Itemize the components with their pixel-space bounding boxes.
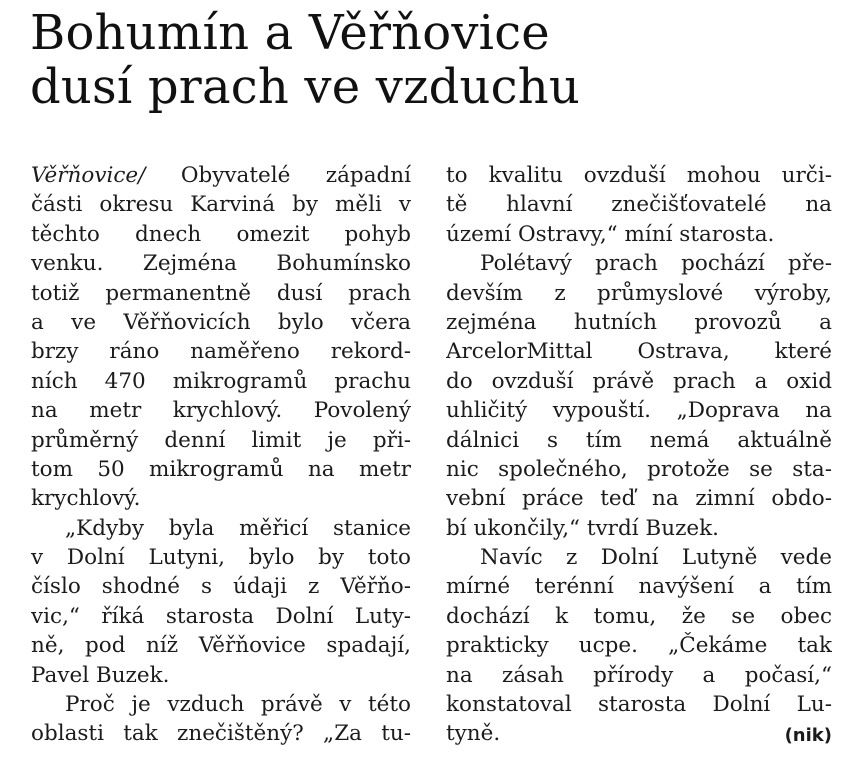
text-line [31,161,411,190]
text-line [446,514,832,543]
text-line-content: to kvalitu ovzduší mohou urči- [446,163,832,188]
headline-line-1: Bohumín a Věřňovice [30,5,550,61]
text-line [31,279,411,308]
text-line-content: a ve Věřňovicích bylo včera [31,309,411,335]
text-line [446,396,832,425]
text-line-content: Pavel Buzek. [31,662,170,688]
article-column-left [31,161,411,749]
text-line [446,161,832,190]
text-line-content: na metr krychlový. Povolený [31,398,411,424]
text-line [31,602,411,631]
text-line [446,249,832,278]
text-line [446,719,832,748]
text-line [446,308,832,337]
text-line-content: prakticky ucpe. „Čekáme tak [446,633,832,659]
text-line [31,367,411,396]
article-headline [30,6,830,114]
text-line-content: zejména hutních provozů a [446,309,832,335]
text-line-content: průměrný denní limit je při- [31,427,411,453]
text-line-content: Polétavý prach pochází pře- [480,251,832,277]
article-column-right [446,161,832,749]
text-line [446,484,832,513]
text-line-content: totiž permanentně dusí prach [31,280,411,306]
text-line [31,690,411,719]
text-line-content: bí ukončily,“ tvrdí Buzek. [446,515,719,541]
text-line [446,455,832,484]
text-line [31,220,411,249]
text-line [31,308,411,337]
text-line-content: tě hlavní znečišťovatelé na [446,192,832,218]
text-line-content: brzy ráno naměřeno rekord- [31,339,411,365]
author-signature: (nik) [784,725,832,747]
text-line [446,631,832,660]
text-line [31,572,411,601]
text-line-content: oblasti tak znečištěný? „Za tu- [31,721,411,747]
text-line [31,249,411,278]
text-line-content: devším z průmyslové výroby, [446,280,832,306]
text-line-content: ně, pod níž Věřňovice spadají, [31,633,411,659]
text-line [446,337,832,366]
text-line-content: ArcelorMittal Ostrava, které [446,339,832,365]
text-line-content: krychlový. [31,486,141,512]
text-line-content: číslo shodné s údaji z Věřňo- [31,574,411,600]
text-line [446,572,832,601]
text-line [31,543,411,572]
text-line [31,719,411,748]
text-line [446,661,832,690]
text-line [31,661,411,690]
text-line-content: vic,“ říká starosta Dolní Luty- [31,603,411,629]
text-line-content: „Kdyby byla měřicí stanice [65,515,411,541]
text-line [446,690,832,719]
text-line-content: konstatoval starosta Dolní Lu- [446,692,832,718]
text-line [31,631,411,660]
text-line-content: ních 470 mikrogramů prachu [31,368,411,394]
text-line [31,484,411,513]
text-line [446,426,832,455]
text-line-content: do ovzduší právě prach a oxid [446,368,832,394]
text-line-content: vební práce teď na zimní obdo- [446,486,832,512]
text-line-content: těchto dnech omezit pohyb [31,221,411,247]
text-line-content: nic společného, protože se sta- [446,456,832,482]
text-line-content: Obyvatelé západní [180,163,411,188]
text-line [446,190,832,219]
text-line [31,337,411,366]
text-line-content: Proč je vzduch právě v této [65,692,411,718]
text-line [446,543,832,572]
text-line-content: v Dolní Lutyni, bylo by toto [31,545,411,571]
headline-line-2: dusí prach ve vzduchu [30,59,580,115]
text-line [446,220,832,249]
text-line-content: území Ostravy,“ míní starosta. [446,221,775,247]
text-line-content: tyně. [446,721,501,747]
text-line-content: dochází k tomu, že se obec [446,603,832,629]
text-line-content: na zásah přírody a počasí,“ [446,662,832,688]
text-line-content: mírné terénní navýšení a tím [446,574,832,600]
text-line [31,426,411,455]
text-line [31,514,411,543]
text-line-content: části okresu Karviná by měli v [31,192,411,218]
text-line [31,190,411,219]
text-line-content: tom 50 mikrogramů na metr [31,456,411,482]
dateline: Věřňovice/ [31,163,146,188]
text-line [31,396,411,425]
text-line-content: Navíc z Dolní Lutyně vede [480,545,832,571]
text-line [31,455,411,484]
text-line-content: venku. Zejména Bohumínsko [31,251,411,277]
text-line-content: uhličitý vypouští. „Doprava na [446,398,832,424]
text-line-content: dálnici s tím nemá aktuálně [446,427,832,453]
text-line [446,602,832,631]
text-line [446,367,832,396]
text-line [446,279,832,308]
